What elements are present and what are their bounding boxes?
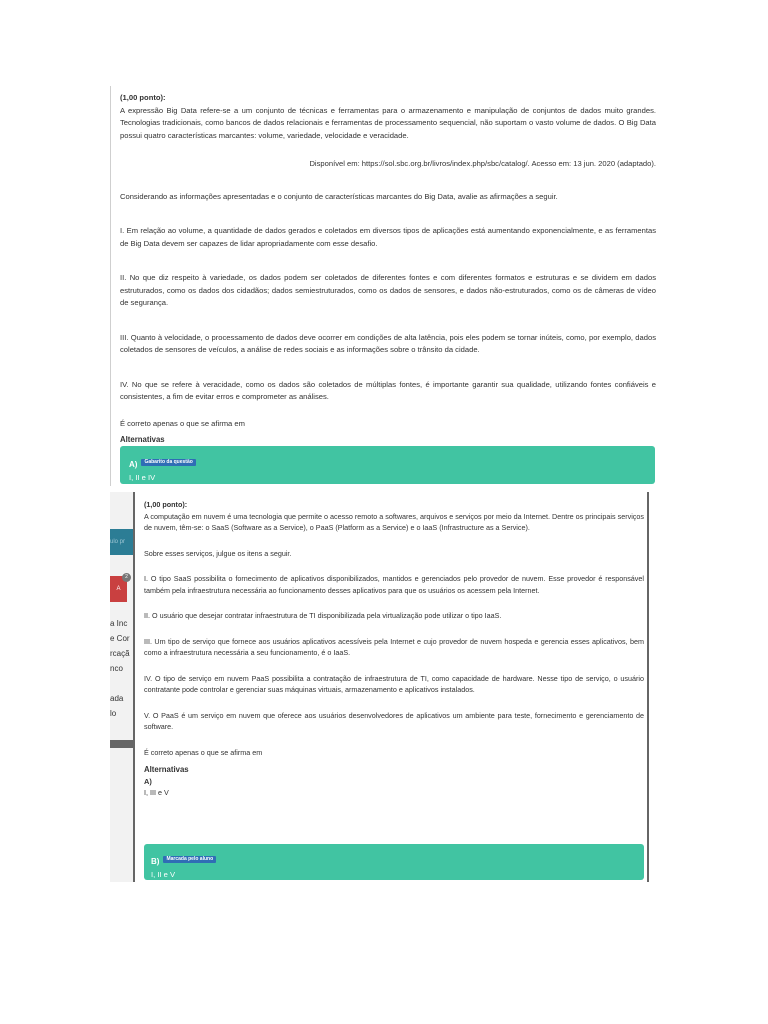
- statement-2: II. O usuário que desejar contratar infraestrutura de TI disponibilizada pela virtualização pode utilizar o tipo IaaS.: [144, 611, 502, 620]
- sidebar-line: e Cor: [110, 634, 130, 643]
- background-sidebar-text: [110, 616, 133, 721]
- sidebar-line: rcaçã: [110, 649, 130, 658]
- alternative-a-letter: A): [144, 776, 152, 786]
- answer-letter: B): [151, 857, 160, 866]
- question-2-body: [144, 499, 644, 799]
- background-divider: [110, 740, 133, 748]
- sidebar-line: ada: [110, 694, 124, 703]
- answer-text: I, II e V: [151, 870, 176, 879]
- statement-4: IV. O tipo de serviço em nuvem PaaS possibilita a contratação de infraestrutura de TI, como capacidade de hardware. Nesse tipo de serviço, o usuário contratante pode controlar e gerenciar suas máquinas virtuais, armazenamento e aplicativos instalados.: [144, 673, 644, 694]
- sidebar-line: a Inc: [110, 619, 128, 628]
- answer-card[interactable]: [120, 446, 655, 484]
- question-1-body: [120, 92, 656, 447]
- answer-letter: A): [129, 460, 138, 469]
- question-2-panel: [133, 492, 649, 882]
- answer-text: I, II e IV: [129, 473, 156, 482]
- source-citation: Disponível em: https://sol.sbc.org.br/livros/index.php/sbc/catalog/. Acesso em: 13 jun. 2020 (adaptado).: [309, 159, 656, 168]
- alternatives-heading: Alternativas: [144, 765, 189, 774]
- question-intro: A computação em nuvem é uma tecnologia que permite o acesso remoto a softwares, arquivos e serviços por meio da Internet. Dentre os principais serviços de nuvem, têm-se: o SaaS (Software as a Service), o PaaS (Platform as a Service) e o IaaS (Infrastructure as a Service).: [144, 511, 644, 532]
- question-1-panel: [110, 86, 661, 486]
- sidebar-line: nco: [110, 664, 123, 673]
- question-text: É correto apenas o que se afirma em: [144, 747, 263, 757]
- background-header-band: ulo pr: [110, 529, 133, 555]
- student-marked-badge: Marcada pelo aluno: [163, 856, 216, 863]
- statement-1: I. Em relação ao volume, a quantidade de dados gerados e coletados em diversos tipos de aplicações está aumentando exponencialmente, e as ferramentas de Big Data devem ser capazes de lidar apropriadamente com esse desafio.: [120, 226, 656, 248]
- statement-5: V. O PaaS é um serviço em nuvem que oferece aos usuários desenvolvedores de aplicativos um ambiente para teste, fornecimento e gerenciamento de software.: [144, 710, 644, 731]
- question-2-screenshot: [110, 492, 654, 882]
- statement-3: III. Quanto à velocidade, o processamento de dados deve ocorrer em condições de alta latência, pois eles podem se tornar inúteis, como, por exemplo, dados coletados de sensores de veículos, a análise de redes sociais e as informações sobre o trânsito da cidade.: [120, 332, 656, 354]
- statement-2: II. No que diz respeito à variedade, os dados podem ser coletados de diferentes fontes e com diferentes formatos e estruturas e se dividem em dados estruturados, como os dados dos cidadãos; dados semiestruturados, como os dados de sensores, e dados não-estruturados, como os de câmeras de vídeo de segurança.: [120, 273, 656, 307]
- statement-3: III. Um tipo de serviço que fornece aos usuários aplicativos acessíveis pela Internet e cujo provedor de nuvem hospeda e gerencia esses aplicativos, bem como a infraestrutura necessária a seu funcionamento, é o IaaS.: [144, 636, 644, 657]
- alternative-a-text: I, III e V: [144, 788, 169, 797]
- question-points: (1,00 ponto):: [144, 500, 188, 509]
- question-intro: A expressão Big Data refere-se a um conjunto de técnicas e ferramentas para o armazenamento e manipulação de conjuntos de dados muito grandes. Tecnologias tradicionais, como bancos de dados relacionais e ferramentas de processamento sequencial, não suportam o vasto volume de dados. O Big Data possui quatro características marcantes: volume, variedade, velocidade e veracidade.: [120, 105, 656, 140]
- selected-answer-card[interactable]: [144, 844, 644, 880]
- answer-key-badge: Gabarito da questão: [141, 459, 195, 466]
- background-count-badge: 2: [122, 573, 131, 582]
- background-red-tile: A: [110, 576, 127, 602]
- statement-1: I. O tipo SaaS possibilita o fornecimento de aplicativos disponibilizados, mantidos e gerenciados pelo provedor de nuvem. Esse provedor é responsável também pela infraestrutura necessária ao funcionamento desses aplicativos para que os usuários os acessem pela Internet.: [144, 574, 644, 595]
- alternatives-heading: Alternativas: [120, 435, 165, 444]
- sidebar-line: lo: [110, 709, 117, 718]
- question-points: (1,00 ponto):: [120, 93, 166, 102]
- question-text: É correto apenas o que se afirma em: [120, 418, 245, 428]
- question-prompt: Sobre esses serviços, julgue os itens a seguir.: [144, 548, 292, 558]
- sidebar-line: [110, 676, 133, 691]
- question-prompt: Considerando as informações apresentadas e o conjunto de características marcantes do Big Data, avalie as afirmações a seguir.: [120, 191, 558, 201]
- statement-4: IV. No que se refere à veracidade, como os dados são coletados de múltiplas fontes, é importante garantir sua qualidade, utilizando fontes confiáveis e consistentes, a fim de evitar erros e comprometer as análises.: [120, 379, 656, 401]
- alternative-a[interactable]: [144, 776, 644, 799]
